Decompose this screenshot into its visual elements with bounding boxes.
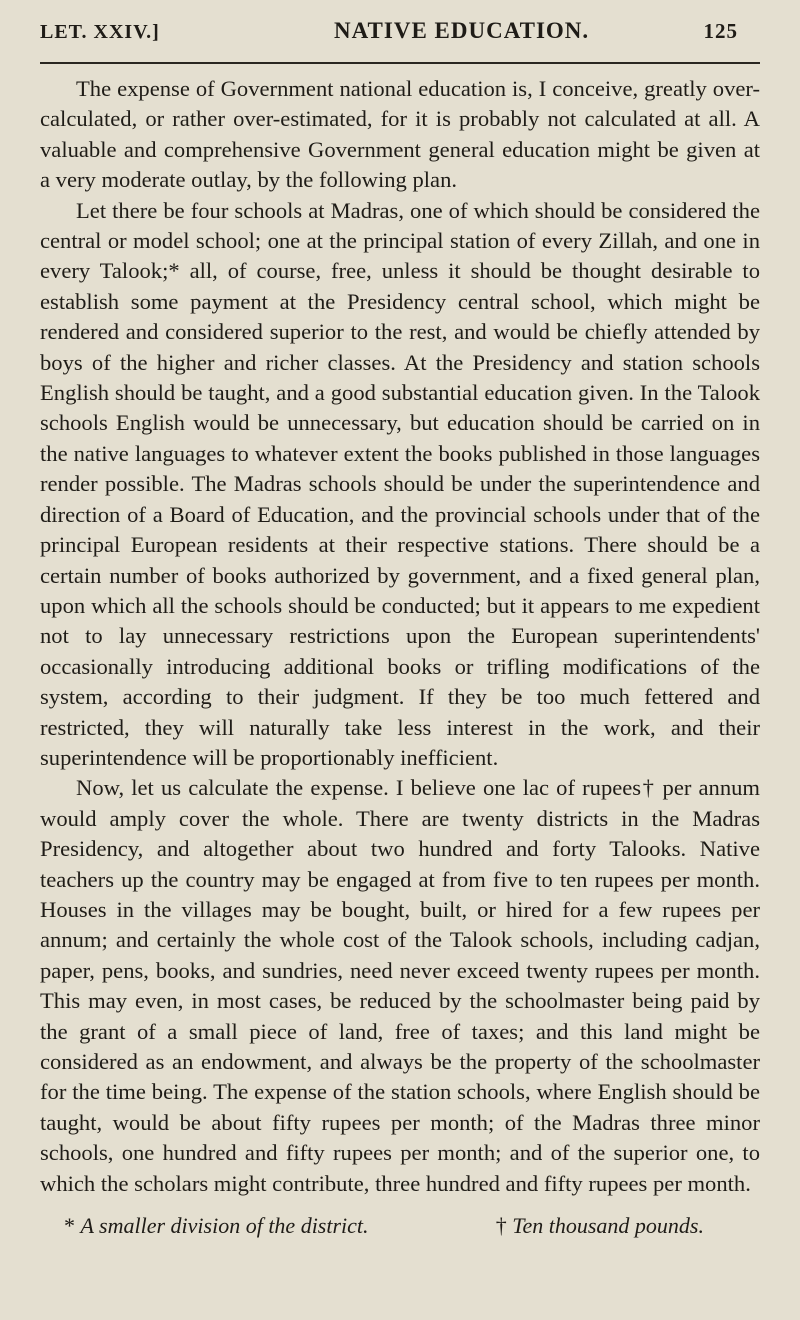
footnote-star	[64, 1211, 369, 1241]
footnote-dagger	[496, 1211, 704, 1241]
running-head	[40, 18, 760, 60]
footnote-mark: †	[495, 1213, 513, 1239]
paragraph-cost-calculation: Now, let us calculate the expense. I believe one lac of rupees† per annum would amply cover the whole. There are twenty districts in the Madras Presidency, and altogether about two hundred and forty Talooks. Native teachers up the country may be engaged at from five to ten rupees per month. Houses in the villages may be bought, built, or hired for a few rupees per annum; and certainly the whole cost of the Talook schools, including cadjan, paper, pens, books, and sundries, need never exceed twenty rupees per month. This may even, in most cases, be reduced by the schoolmaster being paid by the grant of a small piece of land, free of taxes; and this land might be considered as an endowment, and always be the property of the schoolmaster for the time being. The expense of the station schools, where English should be taught, would be about fifty rupees per month; of the Madras three minor schools, one hundred and fifty rupees per month; and of the superior one, to which the scholars might contribute, three hundred and fifty rupees per month.	[40, 775, 760, 1196]
letter-reference: LET. XXIV.]	[40, 21, 160, 43]
footnote-mark: *	[64, 1213, 81, 1239]
footnotes	[40, 1211, 760, 1241]
footnote-text: Ten thousand pounds.	[512, 1213, 704, 1239]
header-rule	[40, 62, 760, 64]
footnote-text: A smaller division of the district.	[80, 1213, 369, 1239]
page-title: NATIVE EDUCATION.	[334, 18, 590, 43]
paragraph-expense-intro: The expense of Government national education is, I conceive, greatly over-calculated, or rather over-estimated, for it is probably not calculated at all. A valuable and comprehensive Government general education might be given at a very moderate outlay, by the following plan.	[40, 76, 760, 193]
page-number: 125	[703, 19, 738, 43]
paragraph-school-plan: Let there be four schools at Madras, one of which should be considered the central or model school; one at the principal station of every Zillah, and one in every Talook;* all, of course, free, unless it should be thought desirable to establish some payment at the Presidency central school, which might be rendered and considered superior to the rest, and would be chiefly attended by boys of the higher and richer classes. At the Presidency and station schools English should be taught, and a good substantial education given. In the Talook schools English would be unnecessary, but education should be carried on in the native languages to whatever extent the books published in those languages render possible. The Madras schools should be under the superintendence and direction of a Board of Education, and the provincial schools under that of the principal European residents at their respective stations. There should be a certain number of books authorized by government, and a fixed general plan, upon which all the schools should be conducted; but it appears to me expedient not to lay unnecessary restrictions upon the European superintendents' occasionally introducing additional books or trifling modifications of the system, according to their judgment. If they be too much fettered and restricted, they will naturally take less interest in the work, and their superintendence will be proportionably inefficient.	[40, 197, 760, 770]
